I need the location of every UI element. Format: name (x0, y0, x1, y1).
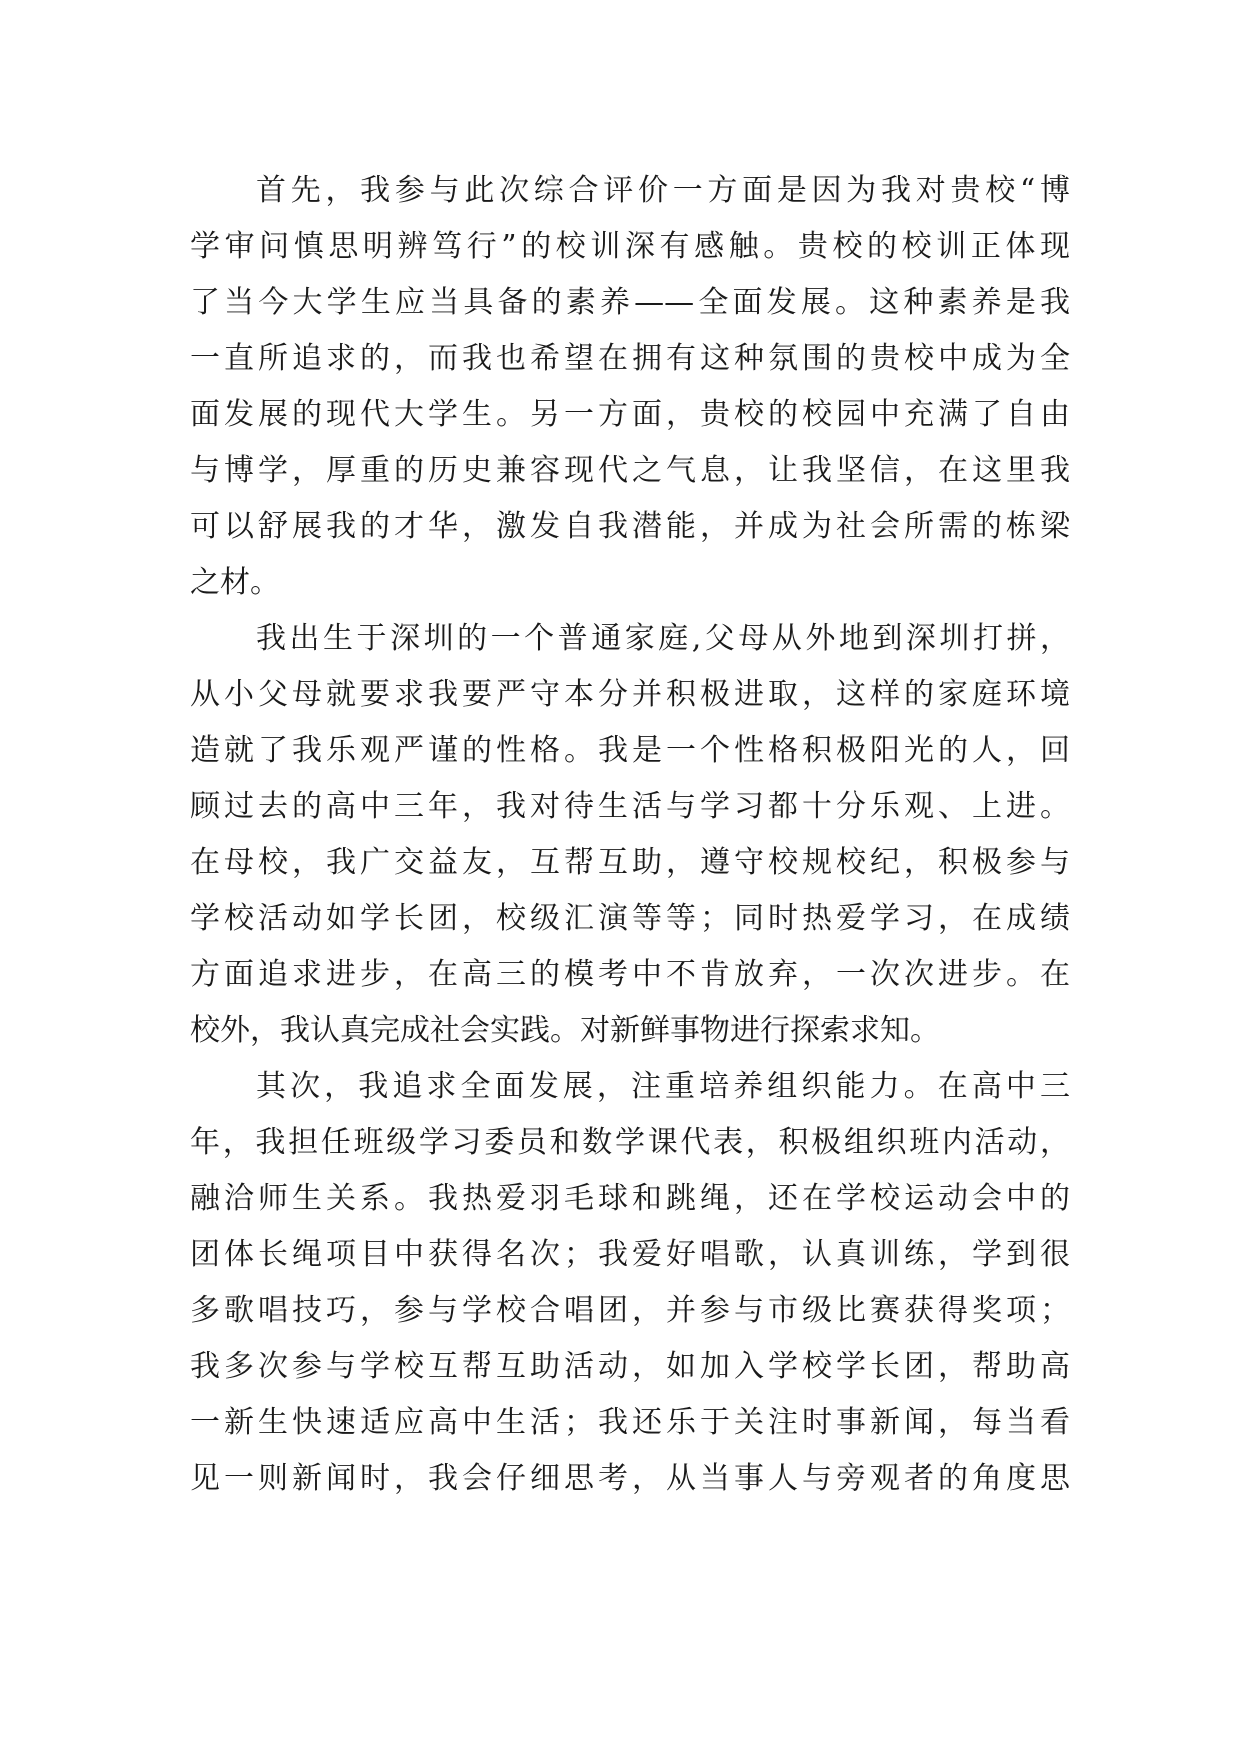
text-line: 学审问慎思明辨笃行”的校训深有感触。贵校的校训正体现 (190, 229, 1070, 264)
text-line: 首先，我参与此次综合评价一方面是因为我对贵校“博 (256, 173, 1070, 208)
text-line: 方面追求进步，在高三的模考中不肯放弃，一次次进步。在 (190, 957, 1070, 992)
text-line: 我出生于深圳的一个普通家庭,父母从外地到深圳打拼， (256, 621, 1070, 656)
text-line: 多歌唱技巧，参与学校合唱团，并参与市级比赛获得奖项； (190, 1293, 1070, 1328)
text-line: 与博学，厚重的历史兼容现代之气息，让我坚信，在这里我 (190, 453, 1070, 488)
text-line: 面发展的现代大学生。另一方面，贵校的校园中充满了自由 (190, 397, 1070, 432)
text-line: 造就了我乐观严谨的性格。我是一个性格积极阳光的人，回 (190, 733, 1070, 768)
text-line: 见一则新闻时，我会仔细思考，从当事人与旁观者的角度思 (190, 1461, 1070, 1496)
text-line: 校外，我认真完成社会实践。对新鲜事物进行探索求知。 (190, 1013, 940, 1048)
text-line: 一新生快速适应高中生活；我还乐于关注时事新闻，每当看 (190, 1405, 1070, 1440)
text-line: 其次，我追求全面发展，注重培养组织能力。在高中三 (256, 1069, 1070, 1104)
text-line: 之材。 (190, 565, 280, 600)
text-line: 年，我担任班级学习委员和数学课代表，积极组织班内活动， (190, 1125, 1070, 1160)
document-body (190, 163, 1070, 1507)
text-line: 团体长绳项目中获得名次；我爱好唱歌，认真训练，学到很 (190, 1237, 1070, 1272)
text-line: 从小父母就要求我要严守本分并积极进取，这样的家庭环境 (190, 677, 1070, 712)
text-line: 融洽师生关系。我热爱羽毛球和跳绳，还在学校运动会中的 (190, 1181, 1070, 1216)
text-line: 在母校，我广交益友，互帮互助，遵守校规校纪，积极参与 (190, 845, 1070, 880)
text-line: 可以舒展我的才华，激发自我潜能，并成为社会所需的栋梁 (190, 509, 1070, 544)
text-line: 顾过去的高中三年，我对待生活与学习都十分乐观、上进。 (190, 789, 1070, 824)
text-line: 我多次参与学校互帮互助活动，如加入学校学长团，帮助高 (190, 1349, 1070, 1384)
text-line: 了当今大学生应当具备的素养——全面发展。这种素养是我 (190, 285, 1070, 320)
text-line: 一直所追求的，而我也希望在拥有这种氛围的贵校中成为全 (190, 341, 1070, 376)
text-line: 学校活动如学长团，校级汇演等等；同时热爱学习，在成绩 (190, 901, 1070, 936)
